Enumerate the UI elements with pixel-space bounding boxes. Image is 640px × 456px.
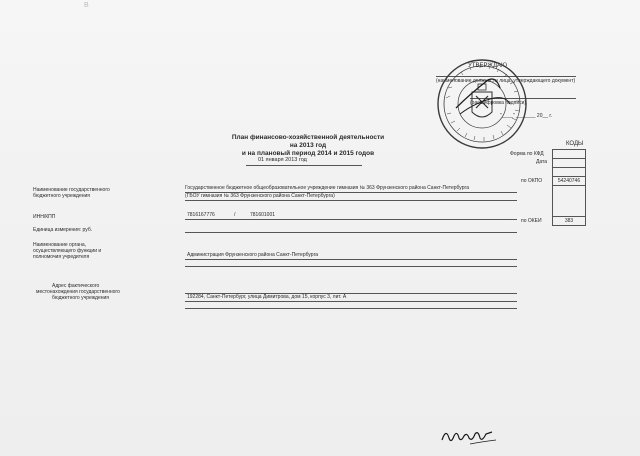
institution-label-2: бюджетного учреждения (33, 193, 91, 199)
title-date: 01 января 2013 год (258, 157, 307, 163)
okei-code-cell: 383 (552, 216, 586, 226)
organ-value: Администрация Фрунзенского района Санкт-Петербурга (187, 252, 319, 258)
blank-code-cell-2 (552, 185, 586, 217)
inn-value: 7816167776 (187, 212, 215, 218)
organ-label-1: Наименование органа, (33, 242, 87, 248)
address-label-3: бюджетного учреждения (52, 295, 110, 301)
official-seal-icon (436, 58, 528, 150)
approval-heading: УТВЕРЖДАЮ (468, 63, 508, 69)
handwritten-signature-icon (440, 424, 500, 448)
unit-line (185, 232, 517, 233)
address-value: 192284, Санкт-Петербург, улица Димитрова, дом 15, корпус 3, лит. А (187, 294, 347, 300)
address-label-1: Адрес фактического (52, 283, 100, 289)
okpo-code-cell: 54240746 (552, 176, 586, 186)
title-line-1: План финансово-хозяйственной деятельности (231, 134, 385, 141)
approval-signature-caption: (расшифровка подписи) (470, 100, 527, 106)
organ-label-2: осуществляющего функции и (33, 248, 102, 254)
codes-header: КОДЫ (566, 141, 584, 147)
organ-line-2 (185, 266, 517, 267)
form-label: Форма по КФД (510, 151, 544, 157)
title-date-underline (246, 165, 362, 166)
institution-value-1: Государственное бюджетное общеобразовательное учреждение гимназия № 363 Фрунзенского района Санкт-Петербурга (185, 185, 470, 191)
okei-label: по ОКЕИ (521, 218, 542, 224)
approval-doc-caption: (наименование должности лица, утверждающего документ) (436, 78, 576, 84)
address-label-2: местонахождения государственного (36, 289, 120, 295)
title-line-3: и на плановый период 2014 и 2015 годов (241, 150, 375, 157)
organ-label-3: полномочия учредителя (33, 254, 90, 260)
institution-line-2 (185, 200, 517, 201)
organ-line-1 (185, 259, 517, 260)
title-line-2: на 2013 год (289, 142, 327, 149)
corner-mark: B (84, 2, 89, 9)
inn-separator: / (234, 212, 236, 218)
institution-value-2: (ГБОУ гимназия № 363 Фрунзенского района Санкт-Петербурга) (185, 193, 335, 199)
institution-label-1: Наименование государственного (33, 187, 110, 193)
approval-date: "____" _______ 20__ г. (500, 113, 553, 119)
address-line-2 (185, 308, 517, 309)
unit-label: Единица измерения: руб. (33, 227, 93, 233)
inn-line (185, 219, 517, 220)
date-label: Дата (536, 159, 548, 165)
inn-label: ИНН/КПП (33, 214, 56, 220)
okpo-label: по ОКПО (521, 178, 543, 184)
kpp-value: 781601001 (250, 212, 276, 218)
address-line-1 (185, 301, 517, 302)
